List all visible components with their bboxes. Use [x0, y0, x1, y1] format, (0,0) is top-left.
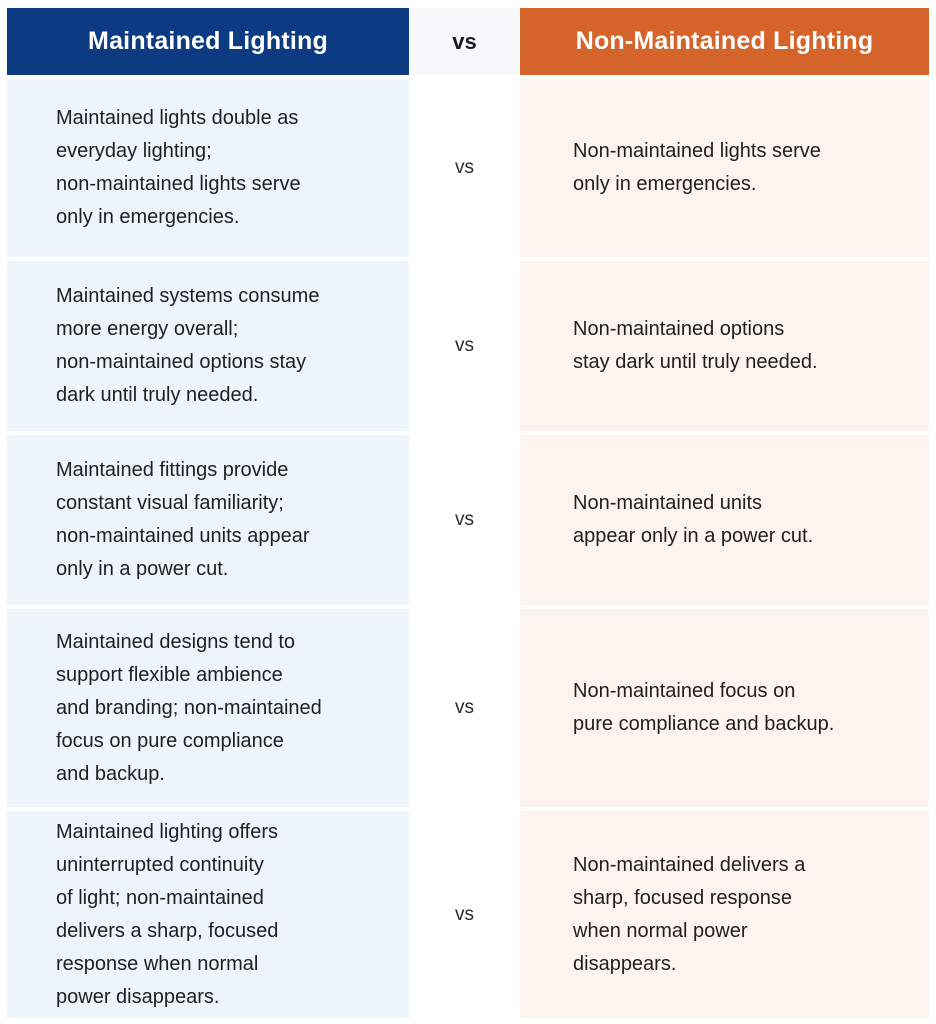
- header-vs: [409, 8, 520, 75]
- row-5-vs-cell: [409, 811, 520, 1018]
- row-1-maintained-text: Maintained lights double as everyday lighting; non-maintained lights serve only in emergencies.: [56, 107, 301, 228]
- row-4-non-maintained-text: Non-maintained focus on pure compliance and backup.: [573, 680, 835, 735]
- row-2-non-maintained-cell: [520, 261, 929, 431]
- row-2-maintained-cell: [7, 261, 409, 431]
- row-3-vs-cell: [409, 435, 520, 605]
- row-3-non-maintained-cell: [520, 435, 929, 605]
- row-3-non-maintained-text: Non-maintained units appear only in a power cut.: [573, 492, 814, 547]
- row-4-non-maintained-cell: [520, 609, 929, 807]
- row-5-maintained-cell: [7, 811, 409, 1018]
- row-3-maintained-text: Maintained fittings provide constant visual familiarity; non-maintained units appear only in a power cut.: [56, 459, 310, 580]
- row-1-non-maintained-text: Non-maintained lights serve only in emergencies.: [573, 140, 821, 195]
- row-2-maintained-text: Maintained systems consume more energy overall; non-maintained options stay dark until truly needed.: [56, 285, 320, 406]
- header-maintained-title: Maintained Lighting: [88, 27, 328, 55]
- header-maintained: [7, 8, 409, 75]
- row-4-vs-label: vs: [455, 697, 474, 718]
- row-4-maintained-cell: [7, 609, 409, 807]
- row-1-vs-cell: [409, 79, 520, 257]
- row-2-vs-cell: [409, 261, 520, 431]
- row-1-vs-label: vs: [455, 157, 474, 178]
- header-non-maintained: [520, 8, 929, 75]
- row-1-non-maintained-cell: [520, 79, 929, 257]
- row-4-vs-cell: [409, 609, 520, 807]
- row-5-non-maintained-text: Non-maintained delivers a sharp, focused response when normal power disappears.: [573, 853, 806, 975]
- row-3-vs-label: vs: [455, 509, 474, 530]
- header-vs-label: vs: [452, 28, 477, 54]
- row-1-maintained-cell: [7, 79, 409, 257]
- row-3-maintained-cell: [7, 435, 409, 605]
- row-2-vs-label: vs: [455, 335, 474, 356]
- row-5-vs-label: vs: [455, 903, 474, 925]
- row-5-non-maintained-cell: [520, 811, 929, 1018]
- row-4-maintained-text: Maintained designs tend to support flexible ambience and branding; non-maintained focus on pure compliance and backup.: [56, 630, 322, 785]
- row-2-non-maintained-text: Non-maintained options stay dark until truly needed.: [573, 318, 818, 373]
- row-5-maintained-text: Maintained lighting offers uninterrupted continuity of light; non-maintained delivers a sharp, focused response when normal power disappears.: [56, 820, 279, 1008]
- header-non-maintained-title: Non-Maintained Lighting: [575, 27, 874, 55]
